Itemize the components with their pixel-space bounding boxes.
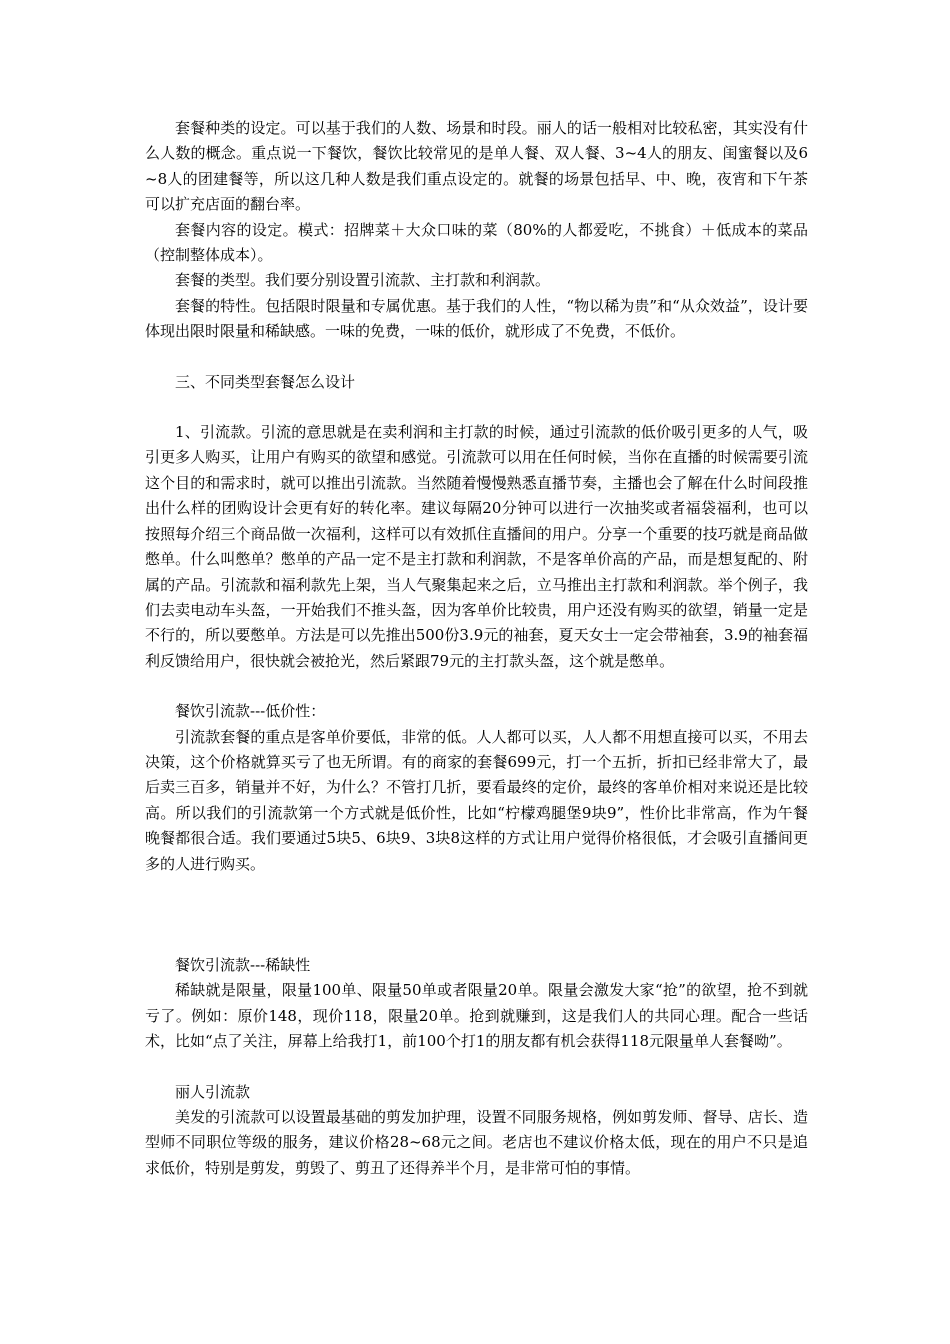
subheading-dining-low-price: 餐饮引流款---低价性： bbox=[175, 702, 326, 721]
paragraph-dining-scarcity: 稀缺就是限量，限量100单、限量50单或者限量20单。限量会激发大家“抢”的欲望，抢不到就亏了。例如：原价148，现价118，限量20单。抢到就赚到，这是我们人的共同心理。配合一些话术，比如“点了关注，屏幕上给我打1，前100个打1的朋友都有机会获得118元限量单人套餐呦”。 bbox=[145, 981, 808, 1051]
blank-lines bbox=[145, 877, 808, 953]
subheading-beauty-traffic: 丽人引流款 bbox=[175, 1082, 251, 1101]
blank-line bbox=[145, 345, 808, 370]
blank-line bbox=[145, 674, 808, 699]
paragraph-package-categories: 套餐种类的设定。可以基于我们的人数、场景和时段。丽人的话一般相对比较私密，其实没有什么人数的概念。重点说一下餐饮，餐饮比较常见的是单人餐、双人餐、3~4人的朋友、闺蜜餐以及6~8人的团建餐等，所以这几种人数是我们重点设定的。就餐的场景包括早、中、晚，夜宵和下午茶可以扩充店面的翻台率。 bbox=[145, 119, 808, 214]
section-heading-package-design: 三、不同类型套餐怎么设计 bbox=[175, 372, 356, 391]
paragraph-dining-low-price: 引流款套餐的重点是客单价要低，非常的低。人人都可以买，人人都不用想直接可以买，不用去决策，这个价格就算买亏了也无所谓。有的商家的套餐699元，打一个五折，折扣已经非常大了，最后卖三百多，销量并不好，为什么？不管打几折，要看最终的定价，最终的客单价相对来说还是比较高。所以我们的引流款第一个方式就是低价性，比如“柠檬鸡腿堡9块9”，性价比非常高，作为午餐晚餐都很合适。我们要通过5块5、6块9、3块8这样的方式让用户觉得价格很低，才会吸引直播间更多的人进行购买。 bbox=[145, 727, 808, 873]
blank-line bbox=[145, 1055, 808, 1080]
paragraph-package-types: 套餐的类型。我们要分别设置引流款、主打款和利润款。 bbox=[175, 271, 551, 290]
document-body bbox=[145, 116, 808, 1181]
paragraph-package-content: 套餐内容的设定。模式：招牌菜＋大众口味的菜（80%的人都爱吃，不挑食）＋低成本的菜品（控制整体成本）。 bbox=[145, 220, 808, 265]
paragraph-beauty-traffic: 美发的引流款可以设置最基础的剪发加护理，设置不同服务规格，例如剪发师、督导、店长、造型师不同职位等级的服务，建议价格28~68元之间。老店也不建议价格太低，现在的用户不只是追求低价，特别是剪发，剪毁了、剪丑了还得养半个月，是非常可怕的事情。 bbox=[145, 1108, 808, 1177]
paragraph-traffic-product: 1、引流款。引流的意思就是在卖利润和主打款的时候，通过引流款的低价吸引更多的人气，吸引更多人购买，让用户有购买的欲望和感觉。引流款可以用在任何时候，当你在直播的时候需要引流这个目的和需求时，就可以推出引流款。当然随着慢慢熟悉直播节奏，主播也会了解在什么时间段推出什么样的团购设计会更有好的转化率。建议每隔20分钟可以进行一次抽奖或者福袋福利，也可以按照每介绍三个商品做一次福利，这样可以有效抓住直播间的用户。分享一个重要的技巧就是商品做憋单。什么叫憋单？憋单的产品一定不是主打款和利润款，不是客单价高的产品，而是想复配的、附属的产品。引流款和福利款先上架，当人气聚集起来之后，立马推出主打款和利润款。举个例子，我们去卖电动车头盔，一开始我们不推头盔，因为客单价比较贵，用户还没有购买的欲望，销量一定是不行的，所以要憋单。方法是可以先推出500份3.9元的袖套，夏天女士一定会带袖套，3.9的袖套福利反馈给用户，很快就会被抢光，然后紧跟79元的主打款头盔，这个就是憋单。 bbox=[145, 423, 808, 670]
paragraph-package-features: 套餐的特性。包括限时限量和专属优惠。基于我们的人性，“物以稀为贵”和“从众效益”，设计要体现出限时限量和稀缺感。一味的免费，一味的低价，就形成了不免费，不低价。 bbox=[145, 296, 808, 341]
subheading-dining-scarcity: 餐饮引流款---稀缺性 bbox=[175, 955, 311, 974]
blank-line bbox=[145, 395, 808, 420]
